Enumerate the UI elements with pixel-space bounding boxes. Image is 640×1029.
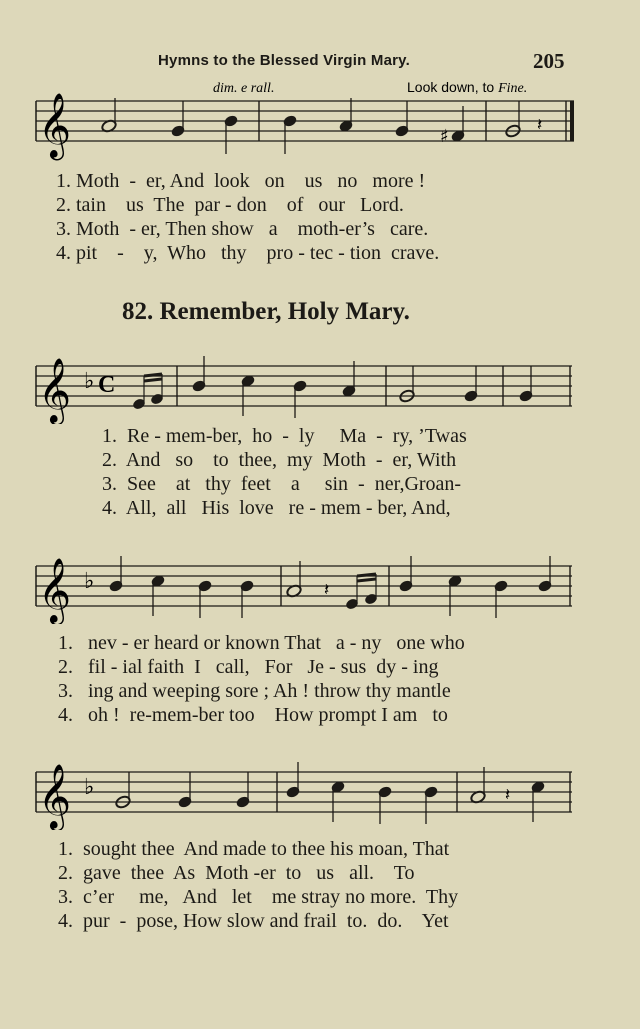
svg-text:𝄽: 𝄽: [505, 785, 511, 805]
verse-line: 2. gave thee As Moth -er to us all. To: [58, 862, 415, 884]
verse-line: 1. sought thee And made to thee his moan, That: [58, 838, 450, 860]
verse-line: 4. pit - y, Who thy pro - tec - tion crave.: [56, 242, 440, 264]
sharp-sign: ♯: [440, 126, 449, 147]
notes-top: [101, 98, 522, 154]
hymn-title: 82. Remember, Holy Mary.: [122, 298, 410, 325]
verse-line: 1. nev - er heard or known That a - ny one who: [58, 632, 465, 654]
verse-line: 4. pur - pose, How slow and frail to. do. Yet: [58, 910, 449, 932]
verse-line: 4. oh ! re-mem-ber too How prompt I am to: [58, 704, 448, 726]
page-number: 205: [533, 49, 565, 73]
verse-line: 3. c’er me, And let me stray no more. Thy: [58, 886, 459, 908]
verse-line: 3. ing and weeping sore ; Ah ! throw thy mantle: [58, 680, 451, 702]
direction-marking: Look down, to Fine.: [407, 79, 528, 96]
quarter-rest: 𝄽: [537, 115, 543, 135]
svg-text:𝄞: 𝄞: [38, 358, 72, 423]
music-staff-top: [0, 78, 640, 170]
svg-text:𝄞: 𝄞: [38, 558, 72, 623]
verse-line: 2. tain us The par - don of our Lord.: [56, 194, 404, 216]
verse-line: 4. All, all His love re - mem - ber, And,: [102, 497, 451, 519]
music-staff-2: [0, 546, 640, 624]
svg-text:𝄽: 𝄽: [324, 580, 330, 600]
music-staff-3: [0, 752, 640, 830]
svg-text:♭: ♭: [84, 775, 95, 800]
music-staff-1: [0, 346, 640, 424]
treble-clef: 𝄞: [38, 93, 72, 158]
svg-text:C: C: [98, 372, 116, 398]
svg-text:𝄞: 𝄞: [38, 764, 72, 829]
running-title: Hymns to the Blessed Virgin Mary.: [158, 52, 410, 69]
staff-lines: [36, 101, 574, 141]
svg-text:♭: ♭: [84, 569, 95, 594]
top-verses: [0, 170, 640, 270]
page-header: [0, 49, 640, 76]
dynamic-marking: dim. e rall.: [213, 81, 275, 96]
hymn-verses-3: [0, 838, 640, 938]
hymn-verses-1: [0, 425, 640, 525]
hymn-verses-2: [0, 632, 640, 732]
verse-line: 1. Re - mem-ber, ho - ly Ma - ry, ’Twas: [102, 425, 467, 447]
verse-line: 2. fil - ial faith I call, For Je - sus dy - ing: [58, 656, 439, 678]
verse-line: 2. And so to thee, my Moth - er, With: [102, 449, 457, 471]
verse-line: 1. Moth - er, And look on us no more !: [56, 170, 426, 192]
svg-text:♭: ♭: [84, 369, 95, 394]
verse-line: 3. Moth - er, Then show a moth-er’s care.: [56, 218, 429, 240]
verse-line: 3. See at thy feet a sin - ner,Groan-: [102, 473, 462, 495]
